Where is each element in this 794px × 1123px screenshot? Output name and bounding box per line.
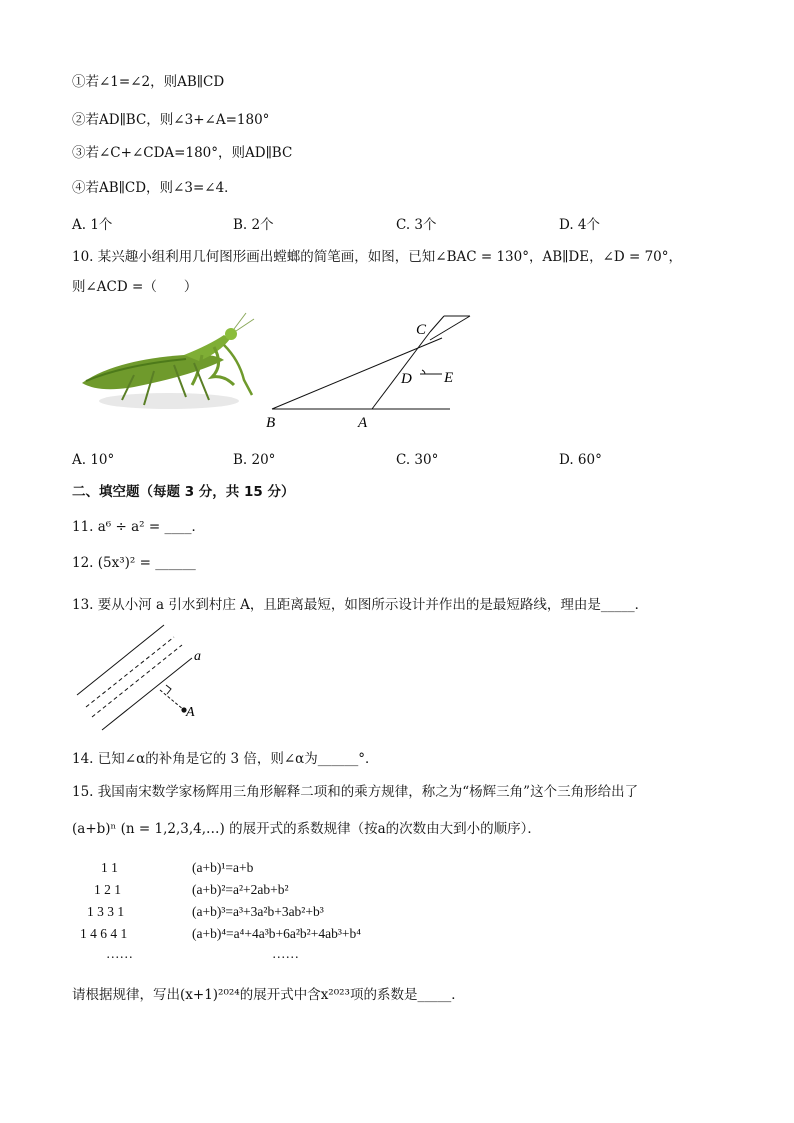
- q10-option-b: B. 20°: [233, 452, 276, 468]
- q14: 14. 已知∠α的补角是它的 3 倍，则∠α为______°．: [72, 751, 379, 767]
- label-d: D: [401, 371, 412, 387]
- q12: 12. (5x³)² = ______: [72, 555, 196, 571]
- expansion-2: (a+b)²=a²+2ab+b²: [192, 882, 289, 897]
- expansion-3: (a+b)³=a³+3a²b+3ab²+b³: [192, 904, 324, 919]
- label-river-a: a: [194, 649, 201, 664]
- q9-statement-1: ①若∠1=∠2，则AB∥CD: [72, 74, 225, 90]
- expansion-4: (a+b)⁴=a⁴+4a³b+6a²b²+4ab³+b⁴: [192, 926, 361, 941]
- expansion-ellipsis: ……: [272, 946, 299, 961]
- q9-option-a: A. 1个: [72, 217, 113, 233]
- q15-stem-line1: 15. 我国南宋数学家杨辉用三角形解释二项和的乘方规律，称之为“杨辉三角”这个三角形给出了: [72, 784, 639, 800]
- q9-statement-2: ②若AD∥BC，则∠3+∠A=180°: [72, 112, 270, 128]
- q9-option-d: D. 4个: [559, 217, 601, 233]
- triangle-row-1: 1 1: [101, 860, 118, 875]
- mantis-illustration: [74, 305, 264, 415]
- triangle-row-4: 1 4 6 4 1: [80, 926, 128, 941]
- label-village-a: A: [186, 705, 195, 720]
- q10-option-a: A. 10°: [72, 452, 115, 468]
- label-c: C: [416, 322, 427, 338]
- q15-stem-line2: (a+b)ⁿ (n = 1,2,3,4,…) 的展开式的系数规律（按a的次数由大到小的顺序）．: [72, 821, 541, 837]
- label-b: B: [266, 415, 276, 431]
- q15-final: 请根据规律，写出(x+1)²⁰²⁴的展开式中含x²⁰²³项的系数是_____．: [72, 987, 465, 1003]
- triangle-row-3: 1 3 3 1: [87, 904, 125, 919]
- q9-statement-3: ③若∠C+∠CDA=180°，则AD∥BC: [72, 145, 293, 161]
- q10-geometry-figure: [262, 310, 477, 435]
- triangle-row-2: 1 2 1: [94, 882, 121, 897]
- q10-option-c: C. 30°: [396, 452, 439, 468]
- label-a: A: [358, 415, 368, 431]
- q9-statement-4: ④若AB∥CD，则∠3=∠4．: [72, 180, 238, 196]
- q13-river-figure: [72, 620, 222, 735]
- q10-stem-line1: 10. 某兴趣小组利用几何图形画出螳螂的简笔画，如图，已知∠BAC = 130°，AB∥DE，∠D = 70°，: [72, 249, 683, 265]
- label-e: E: [444, 370, 454, 386]
- q9-option-b: B. 2个: [233, 217, 274, 233]
- triangle-row-ellipsis: ……: [106, 946, 133, 961]
- section-title: 二、填空题（每题 3 分，共 15 分）: [72, 484, 295, 500]
- expansion-1: (a+b)¹=a+b: [192, 860, 254, 875]
- q9-option-c: C. 3个: [396, 217, 437, 233]
- q11: 11. a⁶ ÷ a² = ____．: [72, 519, 205, 535]
- q10-stem-line2: 则∠ACD =（ ）: [72, 279, 198, 295]
- q13-stem: 13. 要从小河 a 引水到村庄 A，且距离最短，如图所示设计并作出的是最短路线，理由是_____．: [72, 597, 649, 613]
- q10-option-d: D. 60°: [559, 452, 602, 468]
